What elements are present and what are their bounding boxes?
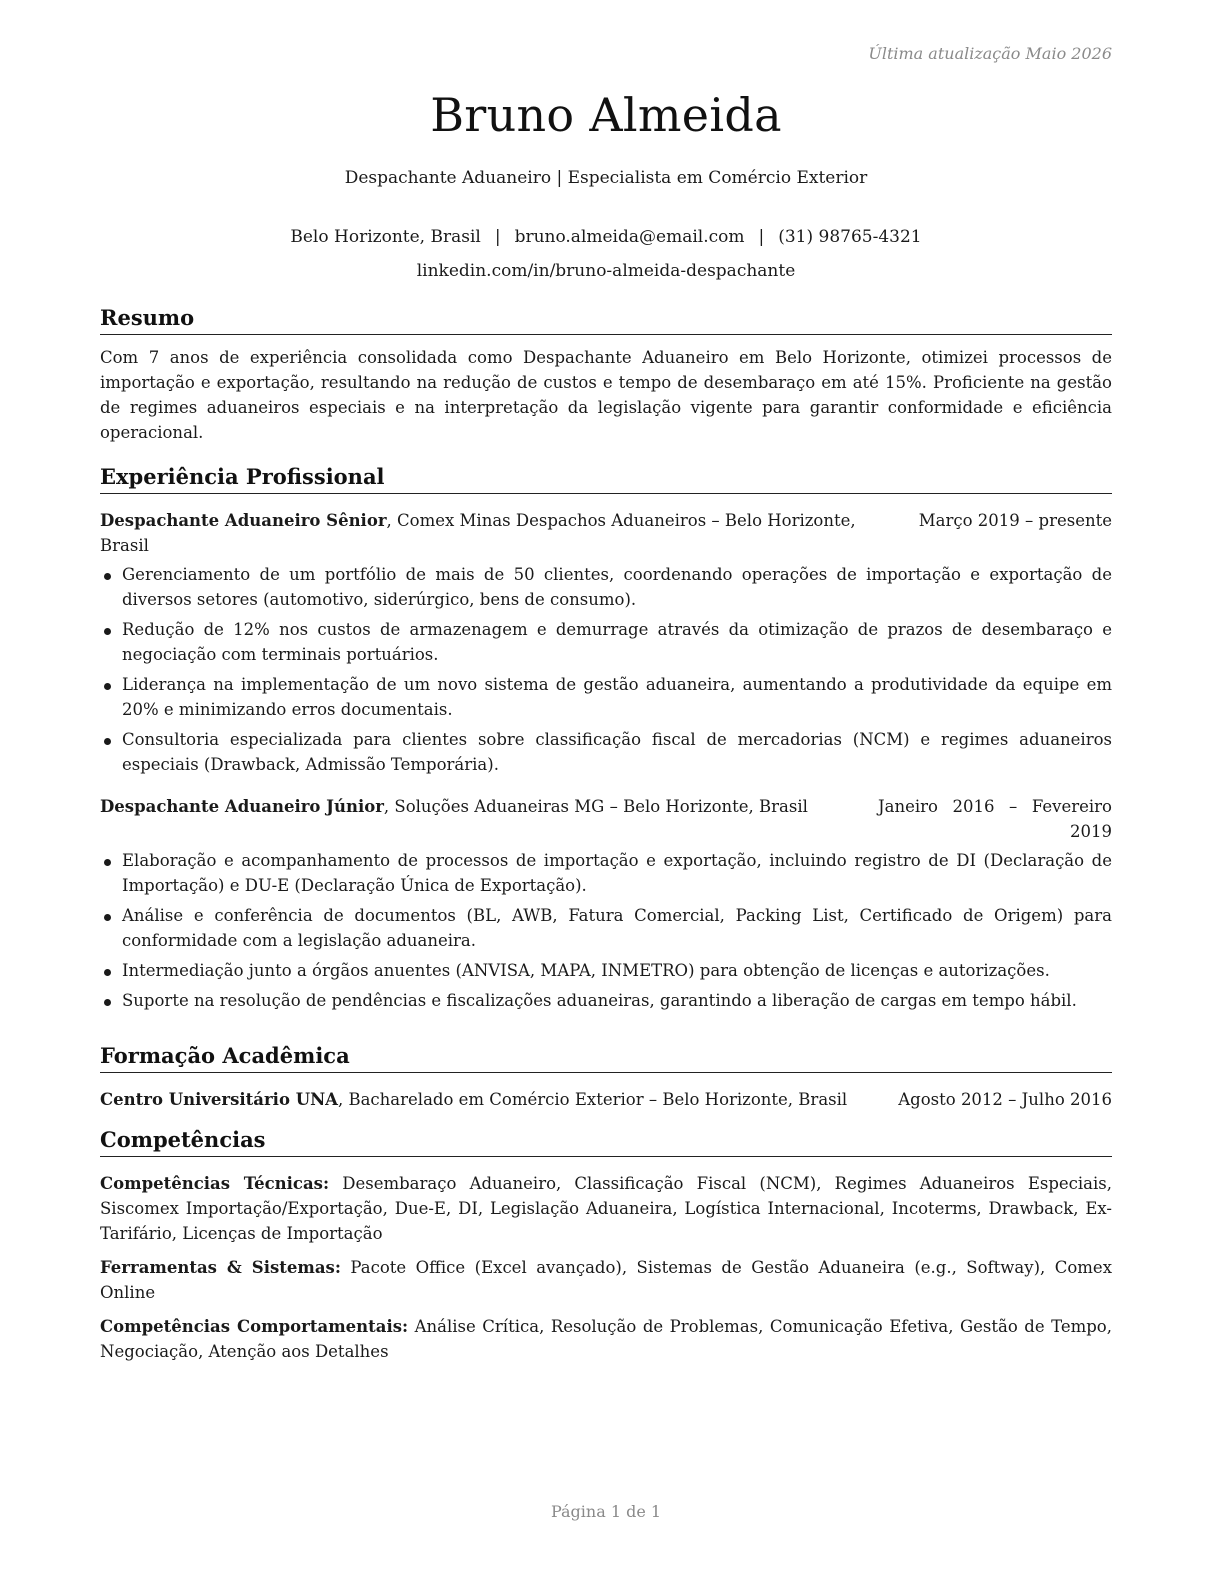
- contact-info: [100, 220, 1112, 288]
- education-institution: Centro Universitário UNA: [100, 1090, 338, 1109]
- job-header: [100, 794, 1112, 844]
- bullet-text: Gerenciamento de um portfólio de mais de 50 clientes, coordenando operações de importação e exportação de diversos setores (automotivo, siderúrgico, bens de consumo).: [122, 565, 1112, 609]
- skills-section: [100, 1126, 1112, 1364]
- bullet-icon: [104, 573, 111, 580]
- education-section: [100, 1042, 1112, 1112]
- bullet-text: Suporte na resolução de pendências e fiscalizações aduaneiras, garantindo a liberação de cargas em tempo hábil.: [122, 991, 1077, 1010]
- experience-section: [100, 463, 1112, 1018]
- list-item: [100, 848, 1112, 898]
- skill-label: Competências Comportamentais:: [100, 1317, 409, 1336]
- bullet-icon: [104, 969, 111, 976]
- bullet-icon: [104, 738, 111, 745]
- skill-text: Pacote Office (Excel avançado), Sistemas de Gestão Aduaneira (e.g., Softway), Comex Online: [100, 1258, 1112, 1302]
- list-item: [100, 903, 1112, 953]
- list-item: [100, 617, 1112, 667]
- section-title: Competências: [100, 1126, 1112, 1157]
- bullet-text: Consultoria especializada para clientes sobre classificação fiscal de mercadorias (NCM) e regimes aduaneiros especiais (Drawback, Admissão Temporária).: [122, 730, 1112, 774]
- education-dates: Agosto 2012 – Julho 2016: [898, 1090, 1112, 1109]
- list-item: [100, 958, 1112, 983]
- headline: Despachante Aduaneiro | Especialista em Comércio Exterior: [344, 168, 868, 188]
- contact-phone: (31) 98765-4321: [778, 227, 922, 247]
- skill-text: Análise Crítica, Resolução de Problemas, Comunicação Efetiva, Gestão de Tempo, Negociação, Atenção aos Detalhes: [100, 1317, 1112, 1361]
- job-bullets: [100, 848, 1112, 1013]
- section-title: Resumo: [100, 304, 1112, 335]
- contact-separator: |: [758, 227, 765, 247]
- job-role: Despachante Aduaneiro Júnior: [100, 797, 384, 816]
- section-title: Experiência Profissional: [100, 463, 1112, 494]
- job-entry: [100, 794, 1112, 1013]
- bullet-icon: [104, 628, 111, 635]
- skill-text: Desembaraço Aduaneiro, Classificação Fiscal (NCM), Regimes Aduaneiros Especiais, Siscomex Importação/Exportação, Due-E, DI, Legislação Aduaneira, Logística Internacional, Incoterms, Drawback, Ex-Tarifário, Licenças de Importação: [100, 1174, 1112, 1243]
- job-company: , Comex Minas Despachos Aduaneiros – Belo Horizonte, Brasil: [100, 511, 856, 555]
- job-header: [100, 508, 1112, 558]
- job-dates: Março 2019 – presente: [918, 511, 1112, 530]
- education-degree: , Bacharelado em Comércio Exterior – Belo Horizonte, Brasil: [337, 1090, 848, 1109]
- contact-location: Belo Horizonte, Brasil: [290, 227, 481, 247]
- bullet-text: Redução de 12% nos custos de armazenagem e demurrage através da otimização de prazos de desembaraço e negociação com terminais portuários.: [122, 620, 1112, 664]
- job-role: Despachante Aduaneiro Sênior: [100, 511, 387, 530]
- bullet-text: Elaboração e acompanhamento de processos de importação e exportação, incluindo registro de DI (Declaração de Importação) e DU-E (Declaração Única de Exportação).: [122, 851, 1112, 895]
- skill-label: Competências Técnicas:: [100, 1174, 330, 1193]
- bullet-icon: [104, 859, 111, 866]
- skill-group: [100, 1255, 1112, 1305]
- summary-section: [100, 304, 1112, 445]
- job-company: , Soluções Aduaneiras MG – Belo Horizonte, Brasil: [383, 797, 808, 816]
- skill-group: [100, 1314, 1112, 1364]
- skill-group: [100, 1171, 1112, 1246]
- candidate-name: Bruno Almeida: [430, 88, 782, 142]
- contact-email[interactable]: bruno.almeida@email.com: [514, 227, 745, 247]
- education-entry: [100, 1087, 1112, 1112]
- job-entry: [100, 508, 1112, 777]
- skill-label: Ferramentas & Sistemas:: [100, 1258, 341, 1277]
- contact-linkedin[interactable]: linkedin.com/in/bruno-almeida-despachante: [416, 261, 796, 281]
- bullet-icon: [104, 914, 111, 921]
- job-bullets: [100, 562, 1112, 777]
- job-dates: Janeiro 2016 – Fevereiro 2019: [878, 797, 1112, 841]
- bullet-text: Liderança na implementação de um novo sistema de gestão aduaneira, aumentando a produtividade da equipe em 20% e minimizando erros documentais.: [122, 675, 1112, 719]
- list-item: [100, 672, 1112, 722]
- last-updated: Última atualização Maio 2026: [868, 44, 1112, 63]
- bullet-icon: [104, 683, 111, 690]
- list-item: [100, 727, 1112, 777]
- list-item: [100, 562, 1112, 612]
- bullet-text: Análise e conferência de documentos (BL, AWB, Fatura Comercial, Packing List, Certificado de Origem) para conformidade com a legislação aduaneira.: [122, 906, 1112, 950]
- bullet-text: Intermediação junto a órgãos anuentes (ANVISA, MAPA, INMETRO) para obtenção de licenças e autorizações.: [122, 961, 1050, 980]
- bullet-icon: [104, 999, 111, 1006]
- contact-separator: |: [494, 227, 501, 247]
- list-item: [100, 988, 1112, 1013]
- summary-text: Com 7 anos de experiência consolidada como Despachante Aduaneiro em Belo Horizonte, otimizei processos de importação e exportação, resultando na redução de custos e tempo de desembaraço em até 15%. Proficiente na gestão de regimes aduaneiros especiais e na interpretação da legislação vigente para garantir conformidade e eficiência operacional.: [100, 348, 1112, 442]
- resume-page: [100, 0, 1112, 1584]
- section-title: Formação Acadêmica: [100, 1042, 1112, 1073]
- page-number: Página 1 de 1: [550, 1502, 662, 1521]
